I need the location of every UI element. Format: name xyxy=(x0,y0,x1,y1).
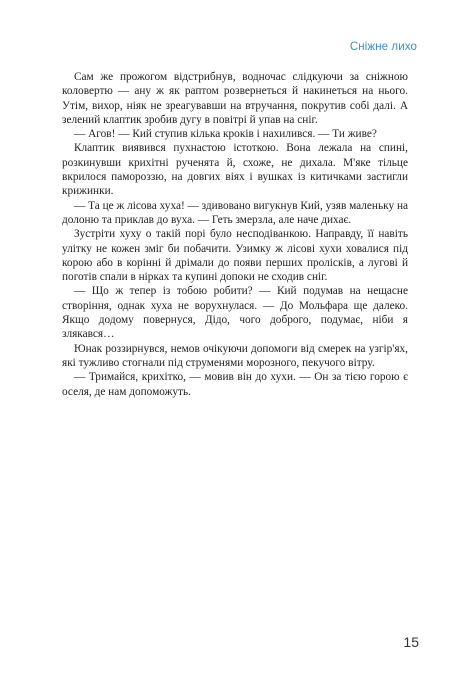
chapter-title: Сніжне лихо xyxy=(349,41,417,53)
paragraph: — Тримайся, крихітко, — мовив він до хухи. — Он за тією горою є оселя, де нам допоможуть. xyxy=(62,371,408,398)
paragraph: Зустріти хуху о такій порі було несподіванкою. Направду, її навіть улітку не кожен зміг би побачити. Узимку ж лісові хухи ховалися під корою або в корінні й дрімали до появи перших пролісків, а лугові й поготів спали в нірках та купині допоки не сходив сніг. xyxy=(62,228,408,284)
paragraph: Сам же прожогом відстрибнув, водночас слідкуючи за сніжною коловертю — ану ж як раптом розвернеться й накинеться на нього. Утім, вихор, ніяк не зреагувавши на втручання, покрутив собі далі. А зелений клаптик зробив дугу в повітрі й упав на сніг. xyxy=(62,71,408,126)
paragraph: — Агов! — Кий ступив кілька кроків і нахилився. — Ти живе? xyxy=(74,128,377,141)
paragraph: Клаптик виявився пухнастою істоткою. Вона лежала на спині, розкинувши крихітні рученята й, схоже, не дихала. М'яке тільце вкрилося памороззю, на довгих віях і вушках із китичками застигли крижинки. xyxy=(62,142,408,198)
paragraph: Юнак роззирнувся, немов очікуючи допомоги від смерек на узгір'ях, які тужливо стогнали під струменями морозного, пекучого вітру. xyxy=(62,342,408,369)
paragraph: — Та це ж лісова хуха! — здивовано вигукнув Кий, узяв маленьку на долоню та приклав до вуха. — Геть змерзла, але наче дихає. xyxy=(62,199,408,226)
paragraph: — Що ж тепер із тобою робити? — Кий подумав на нещасне створіння, однак хуха не ворухнулася. — До Мольфара ще далеко. Якщо додому повернуся, Дідо, чого доброго, подумає, ніби я злякався… xyxy=(62,285,408,341)
page-number: 15 xyxy=(403,634,419,650)
story-text xyxy=(62,70,408,399)
